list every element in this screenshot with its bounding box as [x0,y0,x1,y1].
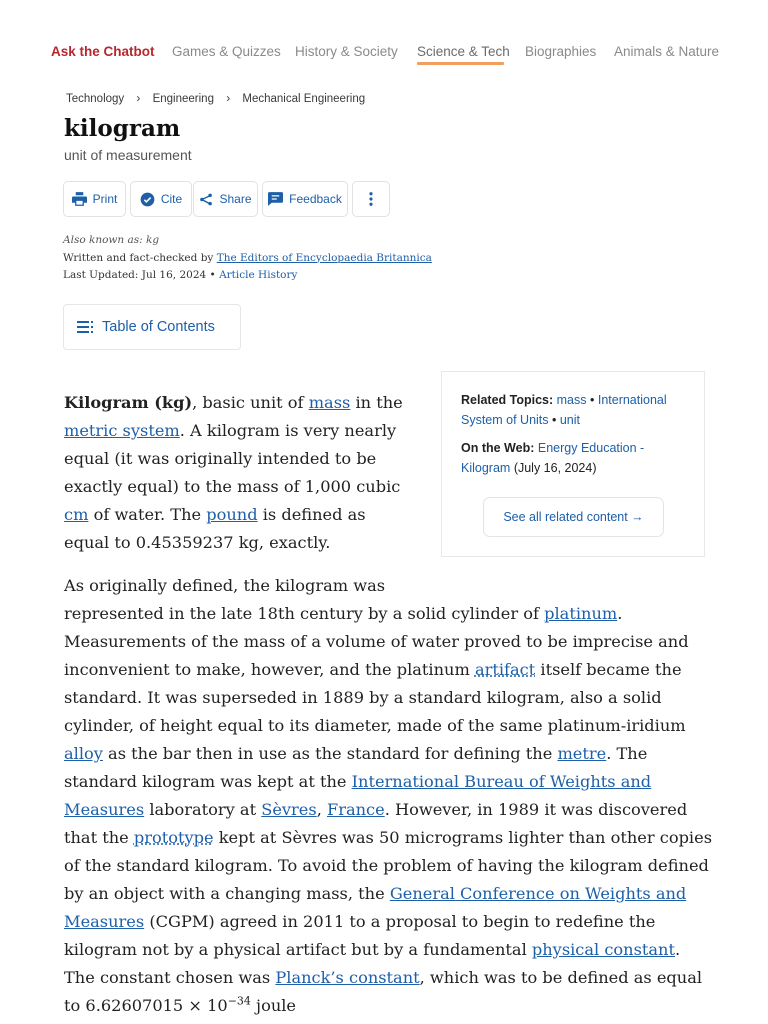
last-updated-line [63,267,432,285]
related-content-box [441,371,705,557]
link-general-conference[interactable]: General Conference on Weights and Measures [64,884,687,931]
written-by-prefix: Written and fact-checked by [63,251,214,264]
chevron-right-icon: › [226,91,231,105]
text: , which was to be defined as equal to 6.62607015 × 10 [64,968,703,1015]
share-button[interactable] [193,181,258,217]
link-metre[interactable]: metre [557,744,607,763]
link-cm[interactable]: cm [64,505,89,524]
link-artifact[interactable]: artifact [474,660,536,679]
related-topics: Related Topics: mass • International System of Units • unit [461,393,667,427]
text: . The constant chosen was [64,940,681,987]
link-alloy[interactable]: alloy [64,744,103,763]
print-button[interactable] [63,181,126,217]
breadcrumb-mechanical-engineering[interactable]: Mechanical Engineering [242,93,366,105]
exponent: −34 [227,994,251,1008]
breadcrumb [66,91,365,105]
link-plancks-constant[interactable]: Planck’s constant [275,968,420,987]
feedback-icon [268,192,283,206]
link-platinum[interactable]: platinum [544,604,618,623]
link-mass[interactable]: mass [308,393,351,412]
cite-label: Cite [160,192,183,206]
text: . A kilogram is very nearly equal (it was originally intended to be exactly equal) to the mass of 1,000 cubic [64,421,401,496]
text: . However, in 1989 it was discovered that the [64,800,688,847]
link-sevres[interactable]: Sèvres [261,800,317,819]
link-prototype[interactable]: prototype [133,828,214,847]
page-title: kilogram [64,115,181,142]
web-link-date: (July 16, 2024) [513,461,597,475]
on-the-web-label: On the Web: [461,441,535,455]
text: . The standard kilogram was kept at the [64,744,648,791]
article-paragraph-2 [64,600,714,1020]
web-link-energy-education[interactable]: Energy Education - Kilogram [461,441,645,475]
vertical-dots-icon [369,192,373,206]
nav-history-society[interactable]: History & Society [295,44,398,59]
related-topic-mass[interactable]: mass [556,393,587,407]
lead-term: Kilogram (kg) [64,393,193,412]
text: kept at Sèvres was 50 micrograms lighter than other copies of the standard kilogram. To avoid the problem of having the kilogram defined by an object with a changing mass, the [64,828,712,903]
table-of-contents-button[interactable] [63,304,241,350]
related-topics-label: Related Topics: [461,393,554,407]
table-of-contents-label: Table of Contents [102,319,215,335]
link-pound[interactable]: pound [206,505,258,524]
print-label: Print [92,192,118,206]
nav-biographies[interactable]: Biographies [525,44,597,59]
written-by-line [63,250,432,268]
verified-badge-icon [140,192,155,207]
text: laboratory at [144,800,262,819]
see-all-related-button[interactable]: See all related content → [483,497,664,537]
nav-games-quizzes[interactable]: Games & Quizzes [172,44,281,59]
chevron-right-icon: › [136,91,141,105]
active-tab-underline [417,62,504,65]
meta-bullet: • [209,269,216,281]
related-topic-unit[interactable]: unit [559,413,581,427]
text: . Measurements of the mass of a volume of water proved to be imprecise and inconvenient to make, however, and the platinum [64,604,689,679]
breadcrumb-technology[interactable]: Technology [66,93,125,105]
related-topic-si[interactable]: International System of Units [461,393,667,427]
breadcrumb-engineering[interactable]: Engineering [152,93,214,105]
link-france[interactable]: France [326,800,385,819]
text: represented in the late 18th century by a solid cylinder of [64,604,545,623]
text: as the bar then in use as the standard for defining the [102,744,558,763]
more-options-button[interactable] [352,181,390,217]
text: , [316,800,327,819]
text: in the [350,393,403,412]
on-the-web [461,438,690,478]
list-icon [77,321,95,333]
text: is defined as equal to 0.45359237 kg, exactly. [64,505,366,552]
article-history-link[interactable]: Article History [219,269,298,281]
link-international-bureau[interactable]: International Bureau of Weights and Measures [64,772,652,819]
text: itself became the standard. It was superseded in 1889 by a standard kilogram, also a solid cylinder, of height equal to its diameter, made of the same platinum-iridium [64,660,686,735]
nav-science-tech[interactable]: Science & Tech [417,44,510,59]
text: joule [250,996,296,1015]
share-icon [199,192,213,207]
printer-icon [72,192,87,206]
feedback-label: Feedback [289,192,342,206]
cite-button[interactable] [130,181,192,217]
feedback-button[interactable] [262,181,348,217]
text: , basic unit of [192,393,309,412]
text: (CGPM) agreed in 2011 to a proposal to begin to redefine the kilogram not by a physical artifact but by a fundamental [64,912,656,959]
page-subtitle: unit of measurement [64,147,192,163]
article-meta [63,232,432,285]
link-metric-system[interactable]: metric system [64,421,180,440]
share-label: Share [219,192,252,206]
link-physical-constant[interactable]: physical constant [531,940,675,959]
text: of water. The [88,505,207,524]
top-navigation [51,42,748,66]
last-updated: Last Updated: Jul 16, 2024 [63,269,207,281]
nav-animals-nature[interactable]: Animals & Nature [614,44,720,59]
authors-link[interactable]: The Editors of Encyclopaedia Britannica [216,251,432,264]
article-paragraph-2-first-line: As originally defined, the kilogram was [64,576,386,595]
article-paragraph-1 [64,389,414,557]
nav-ask-the-chatbot[interactable]: Ask the Chatbot [51,44,155,59]
also-known-as: Also known as: kg [63,234,160,246]
